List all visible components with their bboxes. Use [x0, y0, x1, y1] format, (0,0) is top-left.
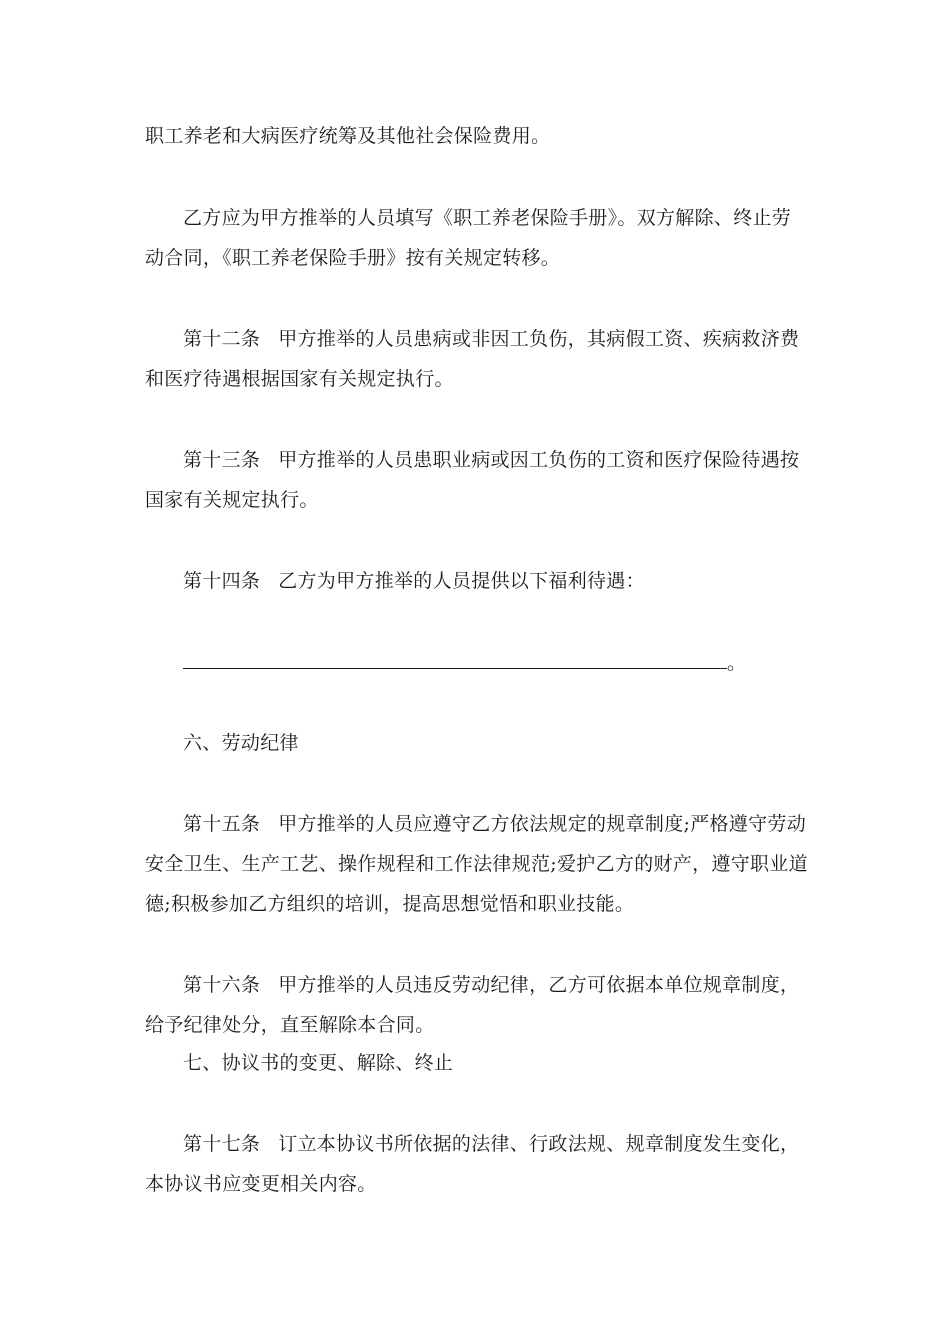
paragraph-handbook-line-1	[183, 206, 791, 230]
text-line: 甲方推举的人员患病或非因工负伤，其病假工资、疾病救济费	[278, 328, 800, 350]
fill-in-blank[interactable]	[183, 650, 727, 669]
text-line: 甲方推举的人员患职业病或因工负伤的工资和医疗保险待遇按	[278, 449, 800, 471]
article-15-line-3	[145, 892, 634, 916]
article-13-line-1	[183, 448, 799, 472]
text-line: 本协议书应变更相关内容。	[145, 1173, 377, 1195]
paragraph-handbook-line-2	[145, 246, 560, 270]
text-line: 国家有关规定执行。	[145, 489, 319, 511]
article-13-line-2	[145, 488, 319, 512]
article-17-line-1	[183, 1132, 799, 1156]
text-line: 订立本协议书所依据的法律、行政法规、规章制度发生变化，	[278, 1133, 800, 1155]
article-16-line-1	[183, 973, 799, 997]
text-line: 甲方推举的人员应遵守乙方依法规定的规章制度;严格遵守劳动	[278, 813, 807, 835]
text-line: 乙方为甲方推举的人员提供以下福利待遇：	[278, 570, 645, 592]
text-line: 和医疗待遇根据国家有关规定执行。	[145, 368, 454, 390]
article-17-line-2	[145, 1172, 377, 1196]
article-number: 第十二条	[183, 328, 261, 350]
section-6-heading	[183, 731, 299, 755]
section-title: 六、劳动纪律	[183, 732, 299, 754]
section-7-heading	[183, 1051, 453, 1075]
article-15-line-1	[183, 812, 806, 836]
text-line: 动合同，《职工养老保险手册》按有关规定转移。	[145, 247, 561, 269]
section-title: 七、协议书的变更、解除、终止	[183, 1052, 454, 1074]
text-line: 乙方应为甲方推举的人员填写《职工养老保险手册》。双方解除、终止劳	[183, 207, 792, 229]
article-16-line-2	[145, 1013, 435, 1037]
article-number: 第十四条	[183, 570, 261, 592]
text-line: 德;积极参加乙方组织的培训，提高思想觉悟和职业技能。	[145, 893, 635, 915]
text-line: 给予纪律处分，直至解除本合同。	[145, 1014, 435, 1036]
blank-terminator: 。	[727, 652, 747, 674]
article-14-line-1	[183, 569, 645, 593]
article-15-line-2	[145, 852, 808, 876]
article-number: 第十三条	[183, 449, 261, 471]
paragraph-continuation	[145, 124, 550, 148]
article-12-line-2	[145, 367, 454, 391]
text-line: 甲方推举的人员违反劳动纪律，乙方可依据本单位规章制度，	[278, 974, 800, 996]
article-number: 第十六条	[183, 974, 261, 996]
article-number: 第十五条	[183, 813, 261, 835]
text-line: 职工养老和大病医疗统筹及其他社会保险费用。	[145, 125, 551, 147]
article-number: 第十七条	[183, 1133, 261, 1155]
benefits-blank-line	[183, 650, 746, 675]
article-12-line-1	[183, 327, 799, 351]
text-line: 安全卫生、生产工艺、操作规程和工作法律规范;爱护乙方的财产，遵守职业道	[145, 853, 808, 875]
